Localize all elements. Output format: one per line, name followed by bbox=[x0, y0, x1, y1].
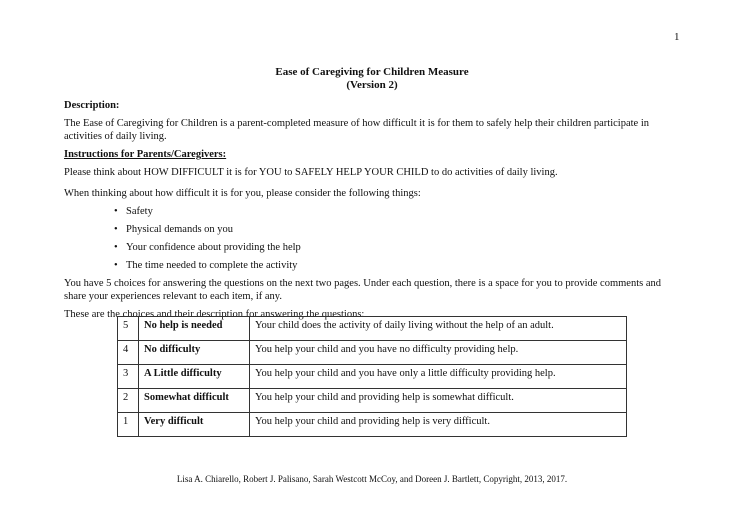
choice-description: You help your child and providing help is very difficult. bbox=[250, 413, 627, 437]
table-row bbox=[118, 341, 627, 365]
choice-label: No help is needed bbox=[139, 317, 250, 341]
copyright-footer: Lisa A. Chiarello, Robert J. Palisano, Sarah Westcott McCoy, and Doreen J. Bartlett, Copyright, 2013, 2017. bbox=[176, 474, 568, 484]
description-text: The Ease of Caregiving for Children is a parent-completed measure of how difficult it is for them to safely help their children participate in activities of daily living. bbox=[64, 118, 649, 142]
choice-number: 3 bbox=[118, 365, 139, 389]
instructions-para-4: These are the choices and their description for answering the questions: bbox=[64, 309, 365, 320]
choice-description: You help your child and providing help is somewhat difficult. bbox=[250, 389, 627, 413]
instructions-para-2: When thinking about how difficult it is for you, please consider the following things: bbox=[64, 188, 421, 199]
choice-description: You help your child and you have only a little difficulty providing help. bbox=[250, 365, 627, 389]
choice-number: 2 bbox=[118, 389, 139, 413]
table-row bbox=[118, 317, 627, 341]
choice-label: A Little difficulty bbox=[139, 365, 250, 389]
table-row bbox=[118, 413, 627, 437]
page-number: 1 bbox=[674, 31, 680, 43]
choice-number: 4 bbox=[118, 341, 139, 365]
instructions-para-3: You have 5 choices for answering the questions on the next two pages. Under each question, there is a space for you to provide comments and share your experiences relevant to each item, if any. bbox=[64, 278, 661, 302]
list-item: • The time needed to complete the activity bbox=[114, 259, 684, 272]
choice-label: No difficulty bbox=[139, 341, 250, 365]
considerations-list bbox=[64, 205, 684, 272]
choice-label: Very difficult bbox=[139, 413, 250, 437]
instructions-heading: Instructions for Parents/Caregivers: bbox=[64, 149, 227, 160]
description-heading: Description: bbox=[64, 100, 120, 111]
list-item: • Physical demands on you bbox=[114, 223, 684, 236]
choice-label: Somewhat difficult bbox=[139, 389, 250, 413]
instructions-para-1: Please think about HOW DIFFICULT it is for YOU to SAFELY HELP YOUR CHILD to do activities of daily living. bbox=[64, 167, 558, 178]
choice-number: 5 bbox=[118, 317, 139, 341]
choice-number: 1 bbox=[118, 413, 139, 437]
list-item: • Safety bbox=[114, 205, 684, 218]
title-line-1: Ease of Caregiving for Children Measure bbox=[275, 66, 469, 78]
choices-table bbox=[117, 316, 627, 437]
title-line-2: (Version 2) bbox=[346, 79, 398, 91]
document-title bbox=[0, 66, 744, 92]
document-body bbox=[64, 99, 684, 321]
list-item: • Your confidence about providing the help bbox=[114, 241, 684, 254]
choice-description: You help your child and you have no difficulty providing help. bbox=[250, 341, 627, 365]
table-row bbox=[118, 365, 627, 389]
table-row bbox=[118, 389, 627, 413]
choice-description: Your child does the activity of daily living without the help of an adult. bbox=[250, 317, 627, 341]
